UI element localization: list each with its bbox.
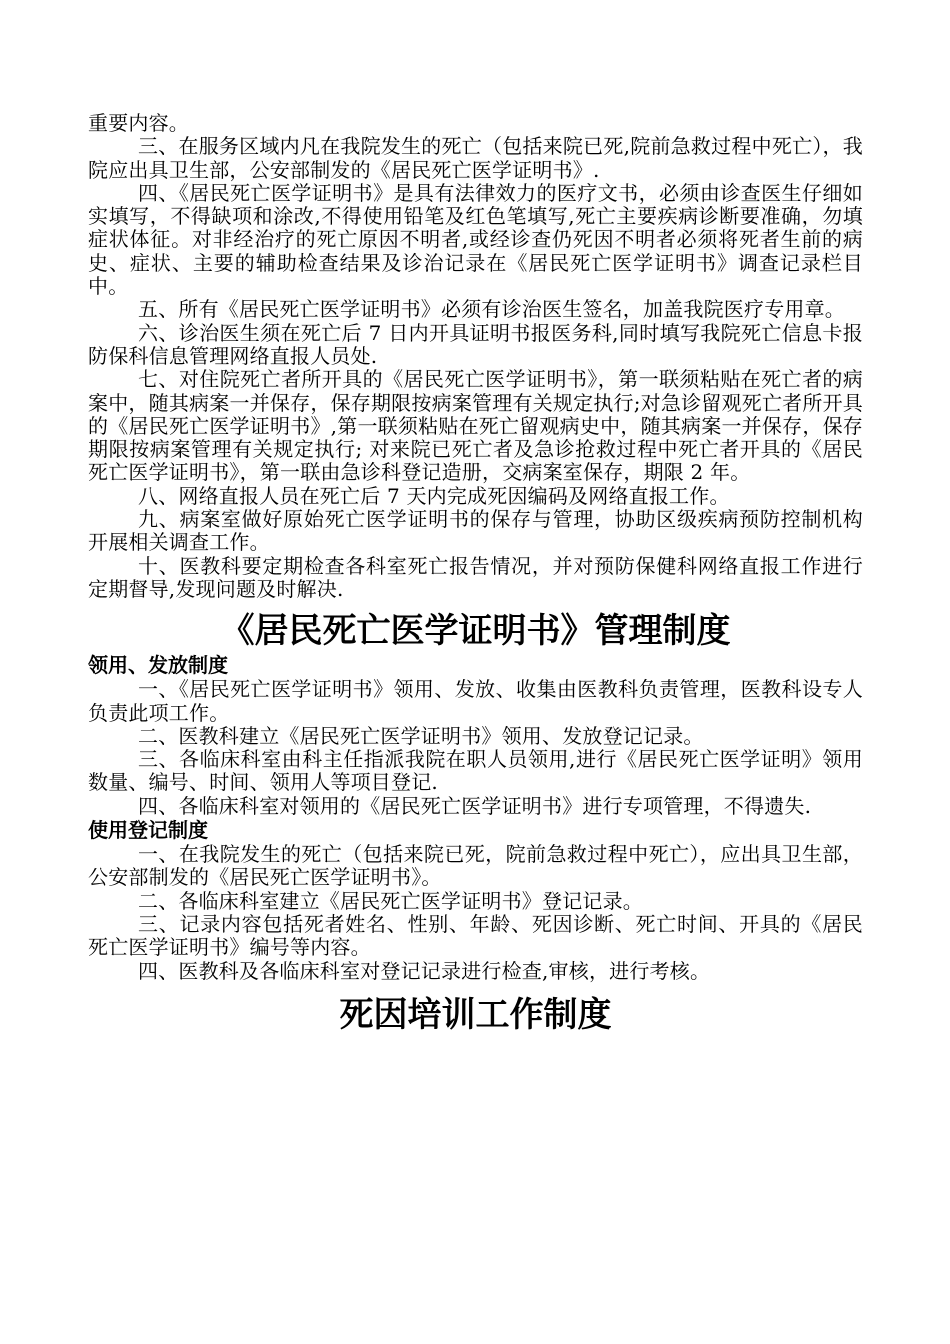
paragraph-rule-4: 四、《居民死亡医学证明书》是具有法律效力的医疗文书，必须由诊查医生仔细如实填写，不得缺项和涂改,不得使用铅笔及红色笔填写,死亡主要疾病诊断要准确，勿填症状体征。对非经治疗的死亡原因不明者,或经诊查仍死因不明者必须将死者生前的病史、症状、主要的辅助检查结果及诊治记录在《居民死亡医学证明书》调查记录栏目中。 xyxy=(88,180,863,299)
subsection-usage-rules xyxy=(88,818,863,983)
paragraph-rule-9: 九、病案室做好原始死亡医学证明书的保存与管理，协助区级疾病预防控制机构开展相关调查工作。 xyxy=(88,507,863,555)
paragraph-issue-4: 四、各临床科室对领用的《居民死亡医学证明书》进行专项管理，不得遗失. xyxy=(138,793,812,818)
paragraph-issue-1: 一、《居民死亡医学证明书》领用、发放、收集由医教科负责管理，医教科设专人负责此项工作。 xyxy=(88,677,863,725)
paragraph-rule-8: 八、网络直报人员在死亡后 7 天内完成死因编码及网络直报工作。 xyxy=(138,483,730,508)
paragraph-rule-3: 三、在服务区域内凡在我院发生的死亡（包括来院已死,院前急救过程中死亡），我院应出具卫生部，公安部制发的《居民死亡医学证明书》. xyxy=(88,134,863,182)
paragraph-usage-2: 二、各临床科室建立《居民死亡医学证明书》登记记录。 xyxy=(138,888,643,913)
paragraph-issue-3: 三、各临床科室由科主任指派我院在职人员领用,进行《居民死亡医学证明》领用数量、编号、时间、领用人等项目登记. xyxy=(88,747,863,795)
paragraph-rule-6: 六、诊治医生须在死亡后 7 日内开具证明书报医务科,同时填写我院死亡信息卡报防保科信息管理网络直报人员处. xyxy=(88,320,863,368)
paragraph-rule-5: 五、所有《居民死亡医学证明书》必须有诊治医生签名，加盖我院医疗专用章。 xyxy=(138,297,845,322)
paragraph-usage-1: 一、在我院发生的死亡（包括来院已死，院前急救过程中死亡），应出具卫生部，公安部制发的《居民死亡医学证明书》。 xyxy=(88,842,863,890)
section-title-training: 死因培训工作制度 xyxy=(339,994,612,1035)
paragraph-usage-4: 四、医教科及各临床科室对登记记录进行检查,审核，进行考核。 xyxy=(138,958,711,983)
subsection-heading-issue: 领用、发放制度 xyxy=(88,653,228,678)
subsection-heading-usage: 使用登记制度 xyxy=(88,818,208,843)
section-death-report-rules xyxy=(88,112,863,601)
paragraph-usage-3: 三、记录内容包括死者姓名、性别、年龄、死因诊断、死亡时间、开具的《居民死亡医学证明书》编号等内容。 xyxy=(88,911,863,960)
paragraph-issue-2: 二、医教科建立《居民死亡医学证明书》领用、发放登记记录。 xyxy=(138,723,704,748)
paragraph-rule-7: 七、对住院死亡者所开具的《居民死亡医学证明书》，第一联须粘贴在死亡者的病案中，随其病案一并保存，保存期限按病案管理有关规定执行;对急诊留观死亡者所开具的《居民死亡医学证明书》,第一联须粘贴在死亡留观病史中，随其病案一并保存，保存期限按病案管理有关规定执行; 对来院已死亡者及急诊抢救过程中死亡者开具的《居民死亡医学证明书》，第一联由急诊科登记造册，交病案室保存，期限 2 年。 xyxy=(88,367,863,485)
subsection-issue-rules xyxy=(88,653,863,818)
paragraph-rule-10: 十、医教科要定期检查各科室死亡报告情况，并对预防保健科网络直报工作进行定期督导,发现问题及时解决. xyxy=(88,553,863,601)
section-title-certificate-management: 《居民死亡医学证明书》管理制度 xyxy=(220,611,731,652)
document-page xyxy=(88,112,863,1037)
paragraph-continuation: 重要内容。 xyxy=(88,111,189,135)
